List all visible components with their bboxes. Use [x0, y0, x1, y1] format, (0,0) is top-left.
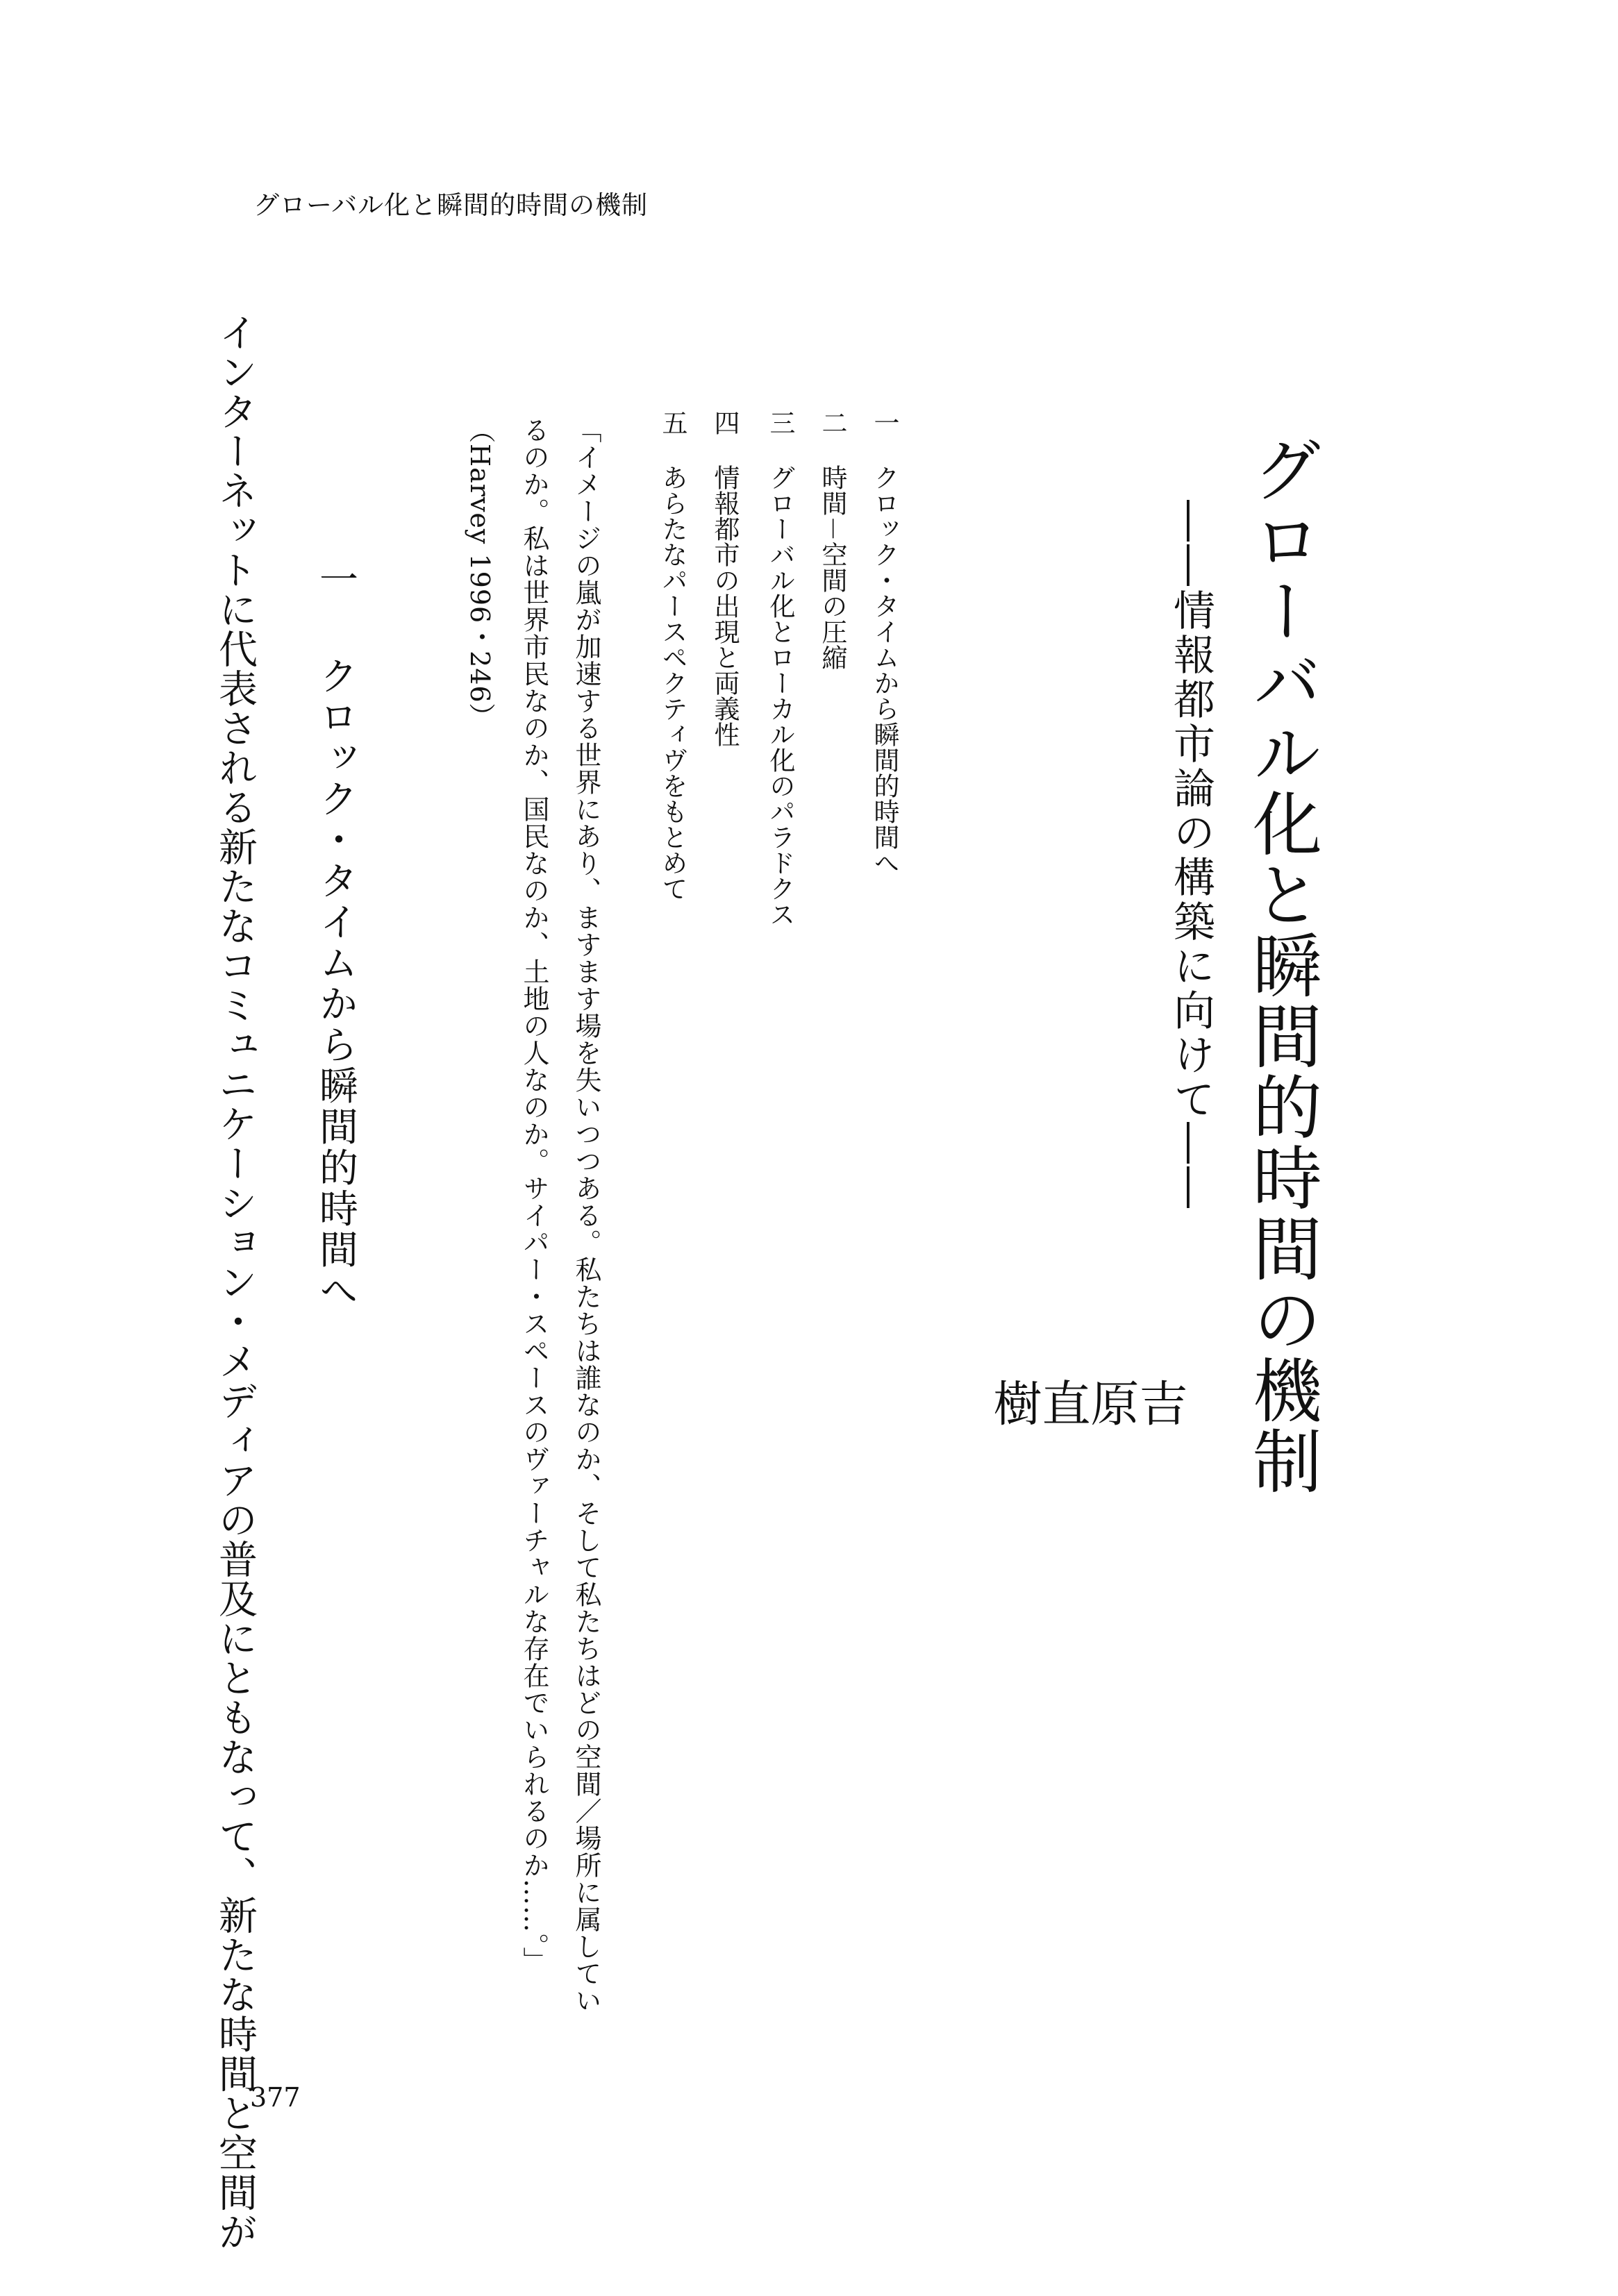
toc-number: 三: [765, 410, 795, 435]
author-name: [985, 1378, 1188, 1541]
author-char: 原: [1083, 1378, 1140, 1427]
toc-label: あらたなパースペクティヴをもとめて: [658, 464, 687, 901]
section-heading: [313, 559, 358, 1312]
article-title: グローバル化と瞬間的時間の機制: [1241, 434, 1322, 1496]
toc-item: [819, 410, 845, 670]
epigraph-citation: （Harvey 1996・246）: [465, 417, 495, 730]
body-paragraph-line: インターネットに代表される新たなコミュニケーション・メディアの普及にともなって、新たな時間と空間が: [212, 312, 258, 2252]
toc-number: 四: [710, 410, 740, 435]
epigraph-line: るのか。私は世界市民なのか、国民なのか、土地の人なのか。サイパー・スペースのヴァーチャルな存在でいられるのか……。」: [519, 417, 549, 1974]
author-char: 吉: [1131, 1378, 1188, 1427]
author-char: 樹: [985, 1378, 1042, 1427]
section-title: クロック・タイムから瞬間的時間へ: [313, 655, 358, 1312]
section-number: 一: [313, 559, 358, 600]
toc-item: [710, 410, 740, 747]
toc-number: 二: [817, 410, 847, 435]
article-subtitle: ――情報都市論の構築に向けて――: [1167, 500, 1215, 1211]
page-number: 377: [250, 2082, 301, 2113]
running-head: グローバル化と瞬間的時間の機制: [253, 190, 649, 220]
toc-item: [767, 410, 793, 927]
author-char: 直: [1034, 1378, 1091, 1427]
toc-item: [871, 410, 897, 875]
epigraph-line: 「イメージの嵐が加速する世界にあり、ますます場を失いつつある。私たちは誰なのか、そして私たちはどの空間／場所に属してい: [571, 417, 601, 2014]
toc-number: 一: [869, 410, 899, 435]
toc-label: グローバル化とローカル化のパラドクス: [765, 464, 795, 927]
toc-label: クロック・タイムから瞬間的時間へ: [869, 464, 899, 875]
toc-number: 五: [658, 410, 687, 435]
toc-item: [660, 410, 685, 901]
toc-label: 時間－空間の圧縮: [817, 464, 847, 670]
toc-label: 情報都市の出現と両義性: [710, 464, 740, 747]
